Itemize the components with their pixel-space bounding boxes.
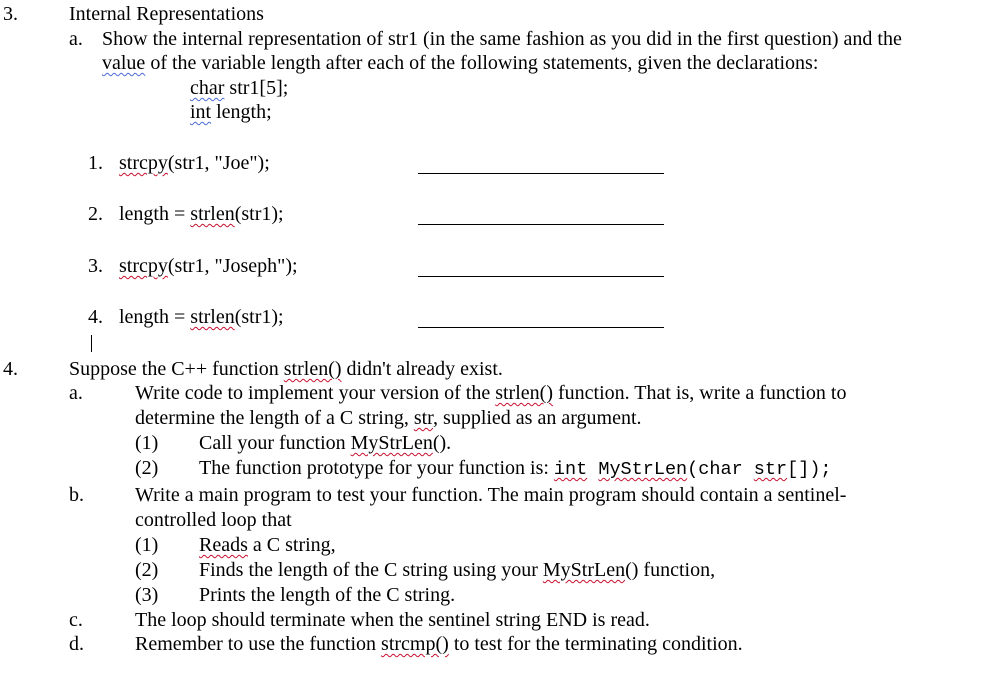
statement-2-function: strlen bbox=[190, 203, 235, 225]
q3-part-a-line2-rest: of the variable length after each of the following statements, given the declarations: bbox=[145, 52, 819, 74]
q4-b-sub2-post: () function, bbox=[625, 559, 716, 581]
statement-4-args: (str1); bbox=[234, 306, 284, 328]
statement-2-number: 2. bbox=[88, 203, 103, 225]
statement-2-pre: length = bbox=[119, 203, 191, 225]
declaration-length bbox=[190, 100, 272, 124]
q4-b-sub1-number: (1) bbox=[135, 534, 159, 556]
q3-part-a-line1: Show the internal representation of str1 (in the same fashion as you did in the first question) and the bbox=[102, 28, 902, 50]
keyword-int: int bbox=[190, 101, 212, 123]
q4-part-c-label: c. bbox=[69, 609, 83, 631]
spell-flag-value: value bbox=[102, 52, 146, 74]
q4-a-sub1-function: MyStrLen bbox=[350, 432, 433, 454]
q4-a-sub2 bbox=[199, 456, 832, 482]
q4-part-d-post: to test for the terminating condition. bbox=[448, 633, 743, 655]
question-3-number: 3. bbox=[3, 3, 18, 25]
q4-a-sub1 bbox=[199, 431, 451, 455]
q4-a-sub1-post: (). bbox=[432, 432, 452, 454]
statement-3-number: 3. bbox=[88, 255, 103, 277]
statement-2-args: (str1); bbox=[234, 203, 284, 225]
question-3-title: Internal Representations bbox=[69, 3, 264, 25]
code-param-type: (char bbox=[687, 459, 743, 480]
answer-blank-3[interactable] bbox=[418, 276, 664, 277]
code-function-name: MyStrLen bbox=[598, 459, 688, 480]
q4-part-a-label: a. bbox=[69, 382, 83, 404]
question-4-number: 4. bbox=[3, 358, 18, 380]
q4-part-d-label: d. bbox=[69, 633, 84, 655]
q4-a-sub1-pre: Call your function bbox=[199, 432, 351, 454]
q4-b-sub1-word: Reads bbox=[199, 534, 248, 556]
code-int: int bbox=[553, 459, 588, 480]
q4-part-b-line1: Write a main program to test your function. The main program should contain a sentinel- bbox=[135, 484, 847, 506]
statement-3-args: (str1, "Joseph"); bbox=[167, 255, 298, 277]
q4-part-b-line2: controlled loop that bbox=[135, 509, 292, 531]
q4-part-d-function: strcmp() bbox=[381, 633, 449, 655]
statement-4-function: strlen bbox=[190, 306, 235, 328]
q4-b-sub1 bbox=[199, 533, 336, 557]
statement-1 bbox=[119, 151, 270, 175]
q4-b-sub3-number: (3) bbox=[135, 584, 159, 606]
q4-b-sub2 bbox=[199, 558, 715, 582]
statement-4-pre: length = bbox=[119, 306, 191, 328]
q4-part-b-label: b. bbox=[69, 484, 84, 506]
question-4-intro bbox=[69, 357, 503, 381]
question-4-intro-post: didn't already exist. bbox=[341, 358, 503, 380]
statement-1-function: strcpy bbox=[119, 152, 168, 174]
q4-part-d-text bbox=[135, 632, 743, 656]
q4-part-d-pre: Remember to use the function bbox=[135, 633, 382, 655]
q4-b-sub2-pre: Finds the length of the C string using your bbox=[199, 559, 543, 581]
answer-blank-2[interactable] bbox=[418, 224, 664, 225]
q4-a-sub1-number: (1) bbox=[135, 432, 159, 454]
question-4-intro-pre: Suppose the C++ function bbox=[69, 358, 284, 380]
answer-blank-1[interactable] bbox=[418, 173, 664, 174]
q4-b-sub1-post: a C string, bbox=[247, 534, 336, 556]
q4-part-a-line1-function: strlen() bbox=[495, 382, 553, 404]
text-cursor bbox=[91, 335, 92, 352]
declaration-length-rest: length; bbox=[211, 101, 272, 123]
declaration-str1-rest: str1[5]; bbox=[224, 77, 289, 99]
q4-b-sub2-function: MyStrLen bbox=[542, 559, 626, 581]
function-prototype-code bbox=[554, 459, 832, 480]
q4-part-a-line2-post: , supplied as an argument. bbox=[433, 407, 642, 429]
q4-part-a-line1-pre: Write code to implement your version of the bbox=[135, 382, 496, 404]
q4-part-a-line2-word: str bbox=[413, 407, 434, 429]
statement-4 bbox=[119, 305, 284, 329]
statement-3-function: strcpy bbox=[119, 255, 168, 277]
statement-1-number: 1. bbox=[88, 152, 103, 174]
q4-part-a-line1 bbox=[135, 381, 846, 405]
q3-part-a-label: a. bbox=[69, 28, 83, 50]
q4-a-sub2-text: The function prototype for your function is: bbox=[199, 457, 554, 479]
keyword-char: char bbox=[190, 77, 225, 99]
declaration-str1 bbox=[190, 76, 288, 100]
statement-1-args: (str1, "Joe"); bbox=[167, 152, 270, 174]
question-4-intro-function: strlen() bbox=[283, 358, 342, 380]
q4-b-sub2-number: (2) bbox=[135, 559, 159, 581]
code-param-name: str bbox=[753, 459, 788, 480]
q4-part-c-text: The loop should terminate when the sentinel string END is read. bbox=[135, 609, 650, 631]
q4-part-a-line1-post: function. That is, write a function to bbox=[552, 382, 847, 404]
q4-part-a-line2-pre: determine the length of a C string, bbox=[135, 407, 414, 429]
q4-a-sub2-number: (2) bbox=[135, 457, 159, 479]
code-end: []); bbox=[787, 459, 832, 480]
statement-2 bbox=[119, 202, 284, 226]
answer-blank-4[interactable] bbox=[418, 327, 664, 328]
q3-part-a-line2 bbox=[102, 51, 818, 75]
q4-part-a-line2 bbox=[135, 406, 642, 430]
q4-b-sub3: Prints the length of the C string. bbox=[199, 584, 456, 606]
statement-4-number: 4. bbox=[88, 306, 103, 328]
statement-3 bbox=[119, 254, 298, 278]
